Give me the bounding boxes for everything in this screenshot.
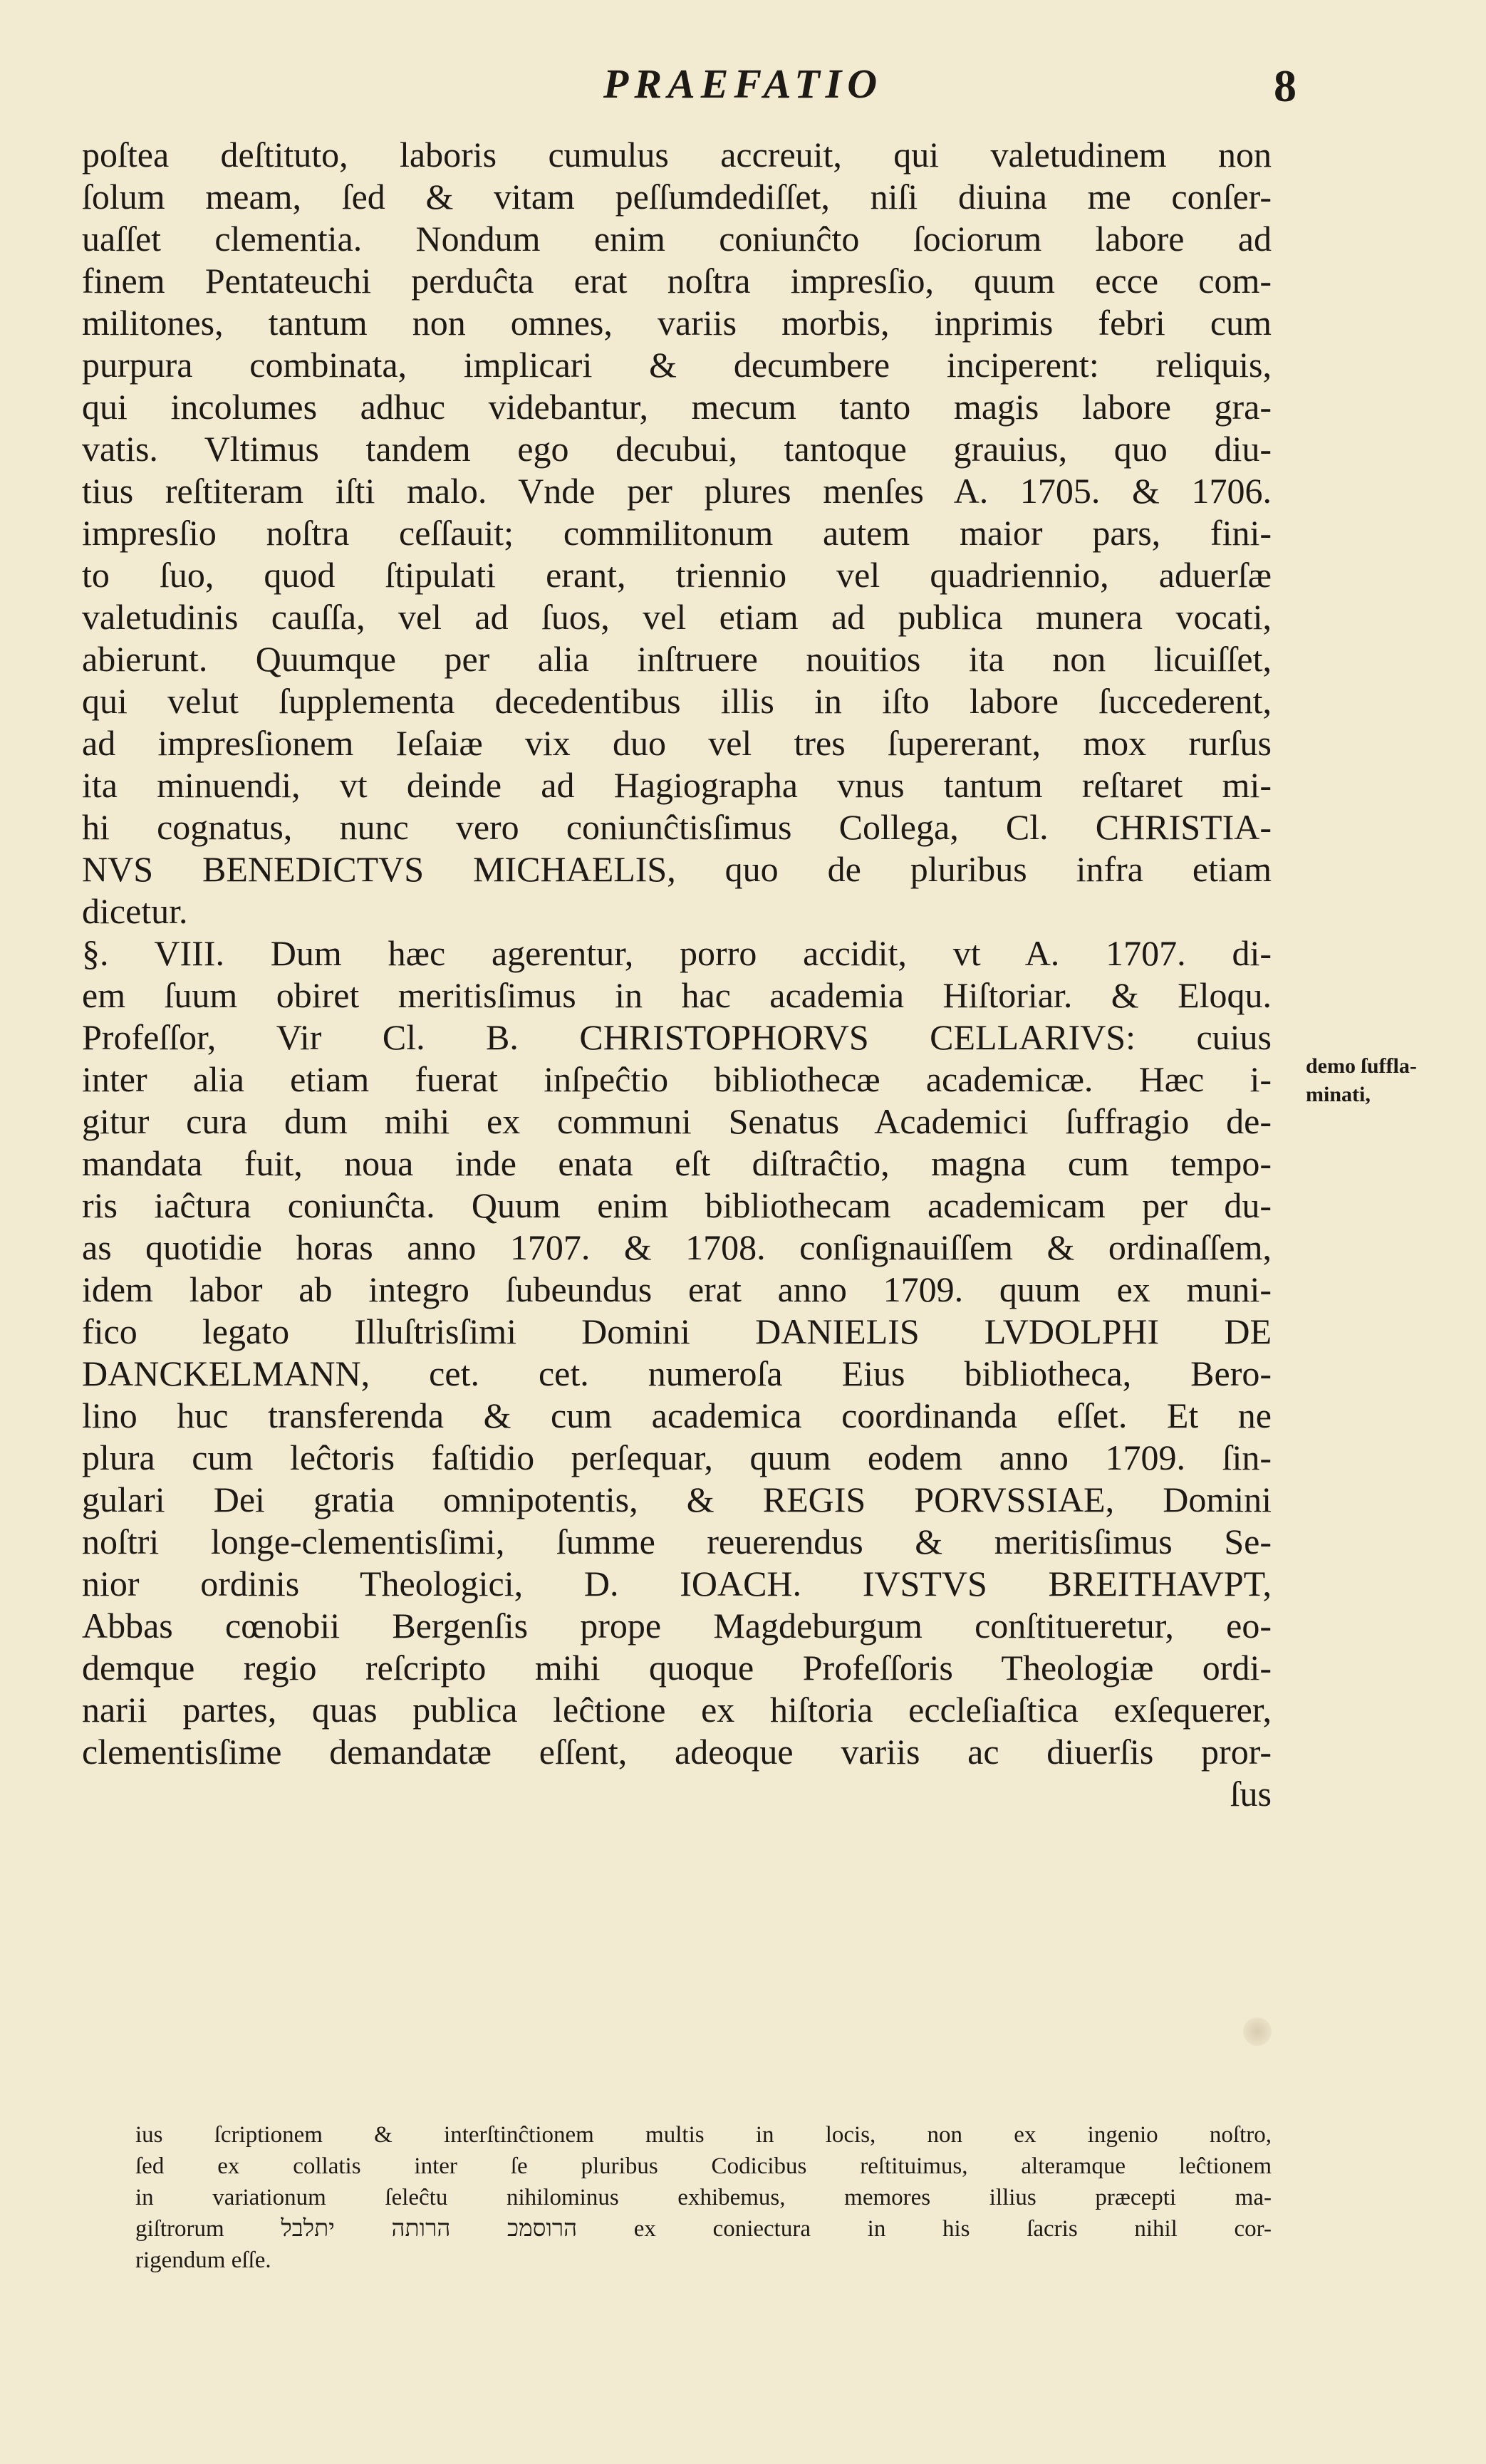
text-line: tius reſtiteram iſti malo. Vnde per plures menſes A. 1705. & 1706. [82,471,1272,511]
text-line: militones, tantum non omnes, variis morbis, inprimis febri cum [82,303,1272,343]
footnote-line: in variationum ſeleĉtu nihilominus exhibemus, memores illius præcepti ma- [135,2185,1272,2210]
text-line: em ſuum obiret meritisſimus in hac academia Hiſtoriar. & Eloqu. [82,975,1272,1015]
footnote-line: ius ſcriptionem & interſtinĉtionem multis in locis, non ex ingenio noſtro, [135,2122,1272,2148]
footnote-line: ſed ex collatis inter ſe pluribus Codicibus reſtituimus, alteramque leĉtionem [135,2153,1272,2179]
text-line: inter alia etiam fuerat inſpeĉtio bibliothecæ academicæ. Hæc i- [82,1059,1272,1099]
text-line: qui velut ſupplementa decedentibus illis in iſto labore ſuccederent, [82,681,1272,721]
text-line: demque regio reſcripto mihi quoque Profeſſoris Theologiæ ordi- [82,1648,1272,1688]
catchword: ſus [1230,1774,1272,1814]
text-line: noſtri longe-clementisſimi, ſumme reuerendus & meritisſimus Se- [82,1522,1272,1561]
text-line: to ſuo, quod ſtipulati erant, triennio vel quadriennio, aduerſæ [82,555,1272,595]
paper-smudge [1243,2017,1272,2046]
text-line: vatis. Vltimus tandem ego decubui, tantoque grauius, quo diu- [82,429,1272,469]
text-line: ris iaĉtura coniunĉta. Quum enim bibliothecam academicam per du- [82,1185,1272,1225]
text-line: ita minuendi, vt deinde ad Hagiographa vnus tantum reſtaret mi- [82,765,1272,805]
text-line: narii partes, quas publica leĉtione ex hiſtoria eccleſiaſtica exſequerer, [82,1690,1272,1730]
text-line: mandata fuit, noua inde enata eſt diſtraĉtio, magna cum tempo- [82,1143,1272,1183]
text-line: lino huc transferenda & cum academica coordinanda eſſet. Et ne [82,1395,1272,1435]
text-line: qui incolumes adhuc videbantur, mecum tanto magis labore gra- [82,387,1272,427]
text-line: dicetur. [82,891,188,931]
text-line: NVS BENEDICTVS MICHAELIS, quo de pluribus infra etiam [82,849,1272,889]
page-number: 8 [1274,61,1297,111]
text-line: impresſio noſtra ceſſauit; commilitonum autem maior pars, fini- [82,513,1272,553]
marginal-note-line: minati, [1306,1083,1371,1106]
footnote-block [135,2119,1272,2276]
text-line: purpura combinata, implicari & decumbere inciperent: reliquis, [82,345,1272,385]
text-line: valetudinis cauſſa, vel ad ſuos, vel etiam ad publica munera vocati, [82,597,1272,637]
text-line: idem labor ab integro ſubeundus erat anno 1709. quum ex muni- [82,1269,1272,1309]
text-line: uaſſet clementia. Nondum enim coniunĉto ſociorum labore ad [82,219,1272,259]
text-line: Abbas cœnobii Bergenſis prope Magdeburgum conſtitueretur, eo- [82,1606,1272,1646]
text-line: abierunt. Quumque per alia inſtruere nouitios ita non licuiſſet, [82,639,1272,679]
text-line: hi cognatus, nunc vero coniunĉtisſimus Collega, Cl. CHRISTIA- [82,807,1272,847]
text-line: Profeſſor, Vir Cl. B. CHRISTOPHORVS CELLARIVS: cuius [82,1017,1272,1057]
footnote-line: rigendum eſſe. [135,2247,271,2273]
body-text [82,134,1272,1815]
marginal-note [1306,1052,1484,1109]
section-heading-line: §. VIII. Dum hæc agerentur, porro accidit, vt A. 1707. di- [82,933,1272,973]
marginal-note-line: demo ſuffla- [1306,1054,1417,1078]
text-line: fico legato Illuſtrisſimi Domini DANIELIS LVDOLPHI DE [82,1311,1272,1351]
text-line: DANCKELMANN, cet. cet. numeroſa Eius bibliotheca, Bero- [82,1353,1272,1393]
text-line: gitur cura dum mihi ex communi Senatus Academici ſuffragio de- [82,1101,1272,1141]
running-header-title: PRAEFATIO [603,61,883,107]
text-line: gulari Dei gratia omnipotentis, & REGIS PORVSSIAE, Domini [82,1480,1272,1519]
footnote-line: giſtrorum הרוסמכ הרותה יתלבל ex coniectura in his ſacris nihil cor- [135,2216,1272,2242]
text-line: poſtea deſtituto, laboris cumulus accreuit, qui valetudinem non [82,135,1272,175]
text-line: plura cum leĉtoris faſtidio perſequar, quum eodem anno 1709. ſin- [82,1438,1272,1477]
text-line: clementisſime demandatæ eſſent, adeoque variis ac diuerſis pror- [82,1732,1272,1772]
text-line: nior ordinis Theologici, D. IOACH. IVSTVS BREITHAVPT, [82,1564,1272,1603]
text-line: ſolum meam, ſed & vitam peſſumdediſſet, niſi diuina me conſer- [82,177,1272,217]
text-line: finem Pentateuchi perduĉta erat noſtra impresſio, quum ecce com- [82,261,1272,301]
text-line: as quotidie horas anno 1707. & 1708. conſignauiſſem & ordinaſſem, [82,1227,1272,1267]
text-line: ad impresſionem Ieſaiæ vix duo vel tres ſupererant, mox rurſus [82,723,1272,763]
